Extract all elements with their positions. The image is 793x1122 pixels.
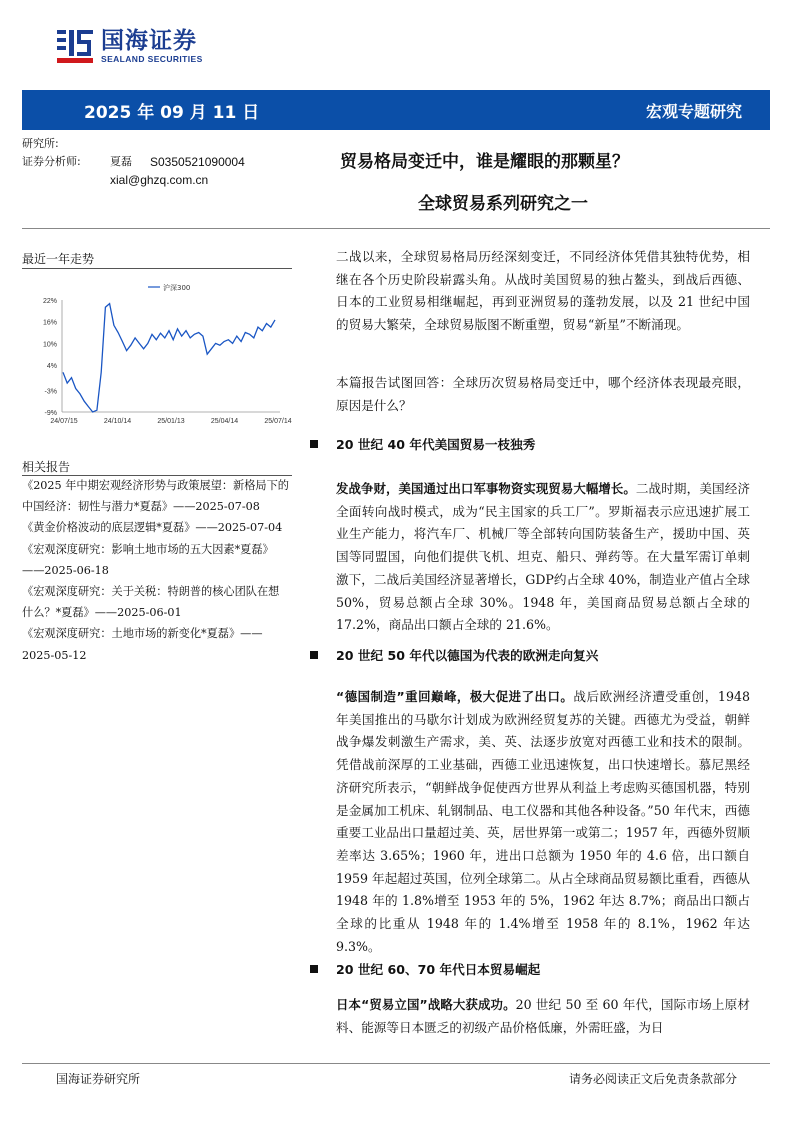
report-date: 2025 年 09 月 11 日 xyxy=(84,103,260,123)
legend-label: 沪深300 xyxy=(163,284,191,292)
y-tick-label: -3% xyxy=(44,388,57,396)
related-report-item[interactable]: 《黄金价格波动的底层逻辑*夏磊》——2025-07-04 xyxy=(22,521,283,535)
brand-logo xyxy=(55,24,203,68)
top-divider xyxy=(22,228,770,229)
header-banner xyxy=(22,90,770,130)
section-lead: 日本“贸易立国”战略大获成功。 xyxy=(336,997,516,1012)
intro-paragraph-2: 本篇报告试图回答：全球历次贸易格局变迁中，哪个经济体表现最亮眼，原因是什么？ xyxy=(336,375,750,413)
section-heading-text: 20 世纪 60、70 年代日本贸易崛起 xyxy=(336,962,541,977)
related-report-item[interactable]: 《2025 年中期宏观经济形势与政策展望：新格局下的中国经济：韧性与潜力*夏磊》——2025-07-08 xyxy=(22,479,289,514)
related-report-item[interactable]: 《宏观深度研究：影响土地市场的五大因素*夏磊》——2025-06-18 xyxy=(22,542,274,577)
bullet-square-icon xyxy=(310,440,318,448)
footer-divider xyxy=(22,1063,770,1064)
bullet-square-icon xyxy=(310,651,318,659)
section-lead: “德国制造”重回巅峰，极大促进了出口。 xyxy=(336,689,574,704)
related-heading: 相关报告 xyxy=(22,460,71,474)
analyst-license: S0350521090004 xyxy=(150,155,245,169)
analyst-info xyxy=(22,135,245,189)
trend-divider xyxy=(22,268,292,269)
intro-paragraph-1: 二战以来，全球贸易格局历经深刻变迁，不同经济体凭借其独特优势，相继在各个历史阶段崭露头角。从战时美国贸易的独占鳌头，到战后西德、日本的工业贸易相继崛起，再到亚洲贸易的蓬勃发展，以及 21 世纪中国的贸易大繁荣，全球贸易版图不断重塑，贸易“新星”不断涌现。 xyxy=(336,249,750,333)
section-lead: 发战争财，美国通过出口军事物资实现贸易大幅增长。 xyxy=(336,481,636,496)
brand-name-cn: 国海证券 xyxy=(101,27,197,54)
trend-chart xyxy=(22,272,292,432)
section-heading-1940s xyxy=(310,434,535,453)
section-heading-1960s xyxy=(310,959,540,978)
x-tick-label: 24/10/14 xyxy=(103,418,132,425)
section-text: 战后欧洲经济遭受重创，1948 年美国推出的马歇尔计划成为欧洲经贸复苏的关键。西德尤为受益，朝鲜战争爆发刺激生产需求，美、英、法逐步放宽对西德工业和技术的限制。凭借战前深厚的工业基础，西德工业迅速恢复，出口快速增长。慕尼黑经济研究所表示，“朝鲜战争促使西方世界从利益上考虑购买德国机器，特别是金属加工机床、轧钢制品、电工仪器和其他各种设备。”50 年代末，西德重要工业品出口量超过美、英，居世界第一或第二；1957 年，西德外贸顺差率达 3.65%；1960 年，进出口总额为 1950 年的 4.6 倍，出口额自 1959 年起超过英国，位列全球第二。从占全球商品贸易额比重看，西德从 1948 年的 1.8%增至 1953 年的 5%，1962 年达 8.7%；商品出口额占全球的比重从 1948 年的 1.4%增至 1958 年的 8.1%，1962 年达 9.3%。 xyxy=(336,689,750,954)
section-paragraph-1940s xyxy=(336,478,750,637)
section-paragraph-1960s xyxy=(336,994,750,1039)
related-reports-list xyxy=(22,475,290,666)
trend-heading: 最近一年走势 xyxy=(22,252,95,266)
y-tick-label: 22% xyxy=(42,298,57,305)
footer-disclaimer: 请务必阅读正文后免责条款部分 xyxy=(568,1072,737,1086)
section-heading-text: 20 世纪 50 年代以德国为代表的欧洲走向复兴 xyxy=(336,648,599,663)
related-report-item[interactable]: 《宏观深度研究：关于关税：特朗普的核心团队在想什么？*夏磊》——2025-06-01 xyxy=(22,585,280,620)
institute-label: 研究所: xyxy=(22,137,59,150)
x-tick-label: 25/01/13 xyxy=(157,418,185,425)
section-text: 二战时期，美国经济全面转向战时模式，成为“民主国家的兵工厂”。罗斯福表示应迅速扩展工业生产能力，将汽车厂、机械厂等全部转向国防装备生产，援助中国、英国等同盟国，向他们提供飞机、坦克、船只、弹药等。在大量军需订单刺激下，二战后美国经济显著增长，GDP约占全球 40%，制造业产值占全球 50%，贸易总额占全球 30%。1948 年，美国商品贸易总额占全球的 17.2%，商品出口额占全球的 21.6%。 xyxy=(336,481,751,633)
x-tick-label: 25/04/14 xyxy=(210,418,239,425)
report-subtitle: 全球贸易系列研究之一 xyxy=(418,194,588,214)
section-heading-1950s xyxy=(310,645,598,664)
x-tick-label: 25/07/14 xyxy=(264,418,292,425)
y-tick-label: -9% xyxy=(44,410,57,417)
report-type: 宏观专题研究 xyxy=(645,102,742,121)
y-tick-label: 16% xyxy=(42,319,57,327)
brand-name-en: SEALAND SECURITIES xyxy=(101,53,203,64)
related-report-item[interactable]: 《宏观深度研究：土地市场的新变化*夏磊》——2025-05-12 xyxy=(22,627,263,662)
section-text: 20 世纪 50 至 60 年代，国际市场上原材料、能源等日本匮乏的初级产品价格低廉，外需旺盛，为日 xyxy=(336,997,750,1035)
report-title: 贸易格局变迁中，谁是耀眼的那颗星？ xyxy=(340,152,629,172)
y-tick-label: 10% xyxy=(42,341,57,349)
section-paragraph-1950s xyxy=(336,686,750,958)
trend-chart-svg xyxy=(22,272,292,432)
sealand-logo-icon xyxy=(55,26,95,66)
analyst-name: 夏磊 xyxy=(110,155,132,168)
section-heading-text: 20 世纪 40 年代美国贸易一枝独秀 xyxy=(336,437,536,452)
series-line-hs300 xyxy=(63,304,275,412)
footer-institute: 国海证券研究所 xyxy=(56,1072,141,1086)
y-tick-label: 4% xyxy=(46,363,57,371)
x-tick-label: 24/07/15 xyxy=(50,418,78,425)
bullet-square-icon xyxy=(310,965,318,973)
analyst-role-label: 证券分析师: xyxy=(22,155,81,168)
analyst-email[interactable]: xial@ghzq.com.cn xyxy=(110,173,209,187)
